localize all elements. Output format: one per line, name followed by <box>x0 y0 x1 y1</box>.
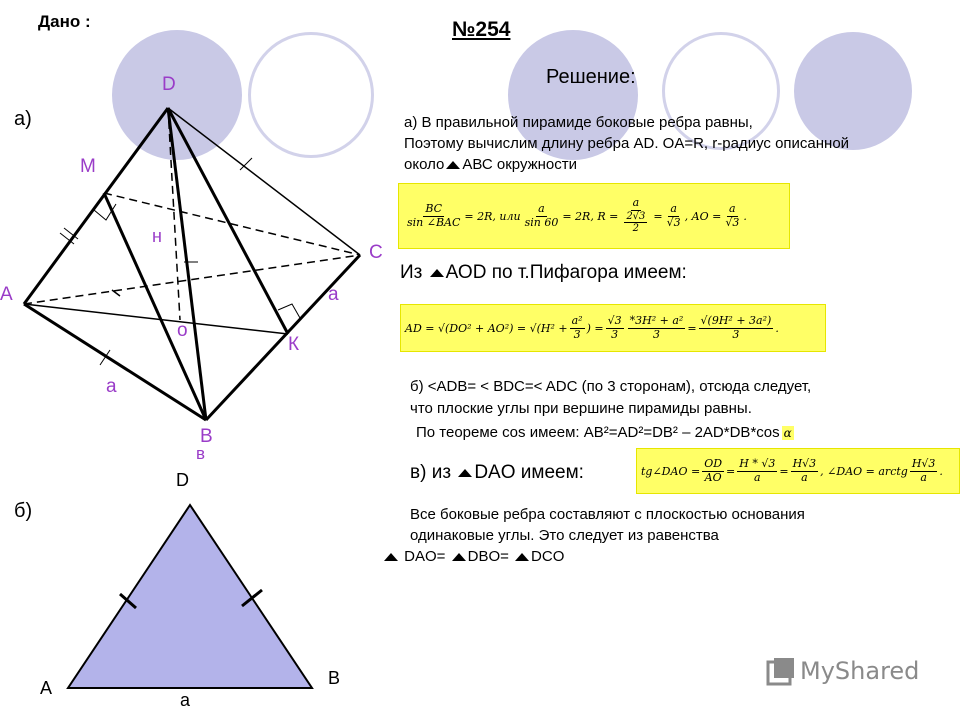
figure-b-top-label: D <box>176 470 189 490</box>
triangle-icon <box>430 269 444 277</box>
part-a-line-3-suffix: АВС окружности <box>462 156 578 173</box>
triangle-figure <box>0 0 400 720</box>
triangle-icon <box>452 553 466 561</box>
conclusion-line-2: одинаковые углы. Это следует из равенства <box>410 527 719 544</box>
equality-dao: DAO= <box>404 548 446 565</box>
triangle-face <box>68 505 312 688</box>
point-D: D <box>162 74 176 95</box>
point-B: В <box>200 426 213 447</box>
part-a-line-3-prefix: около <box>404 156 445 173</box>
part-a-line-2: Поэтому вычислим длину ребра AD. OA=R, r-радиус описанной <box>404 135 850 152</box>
solution-title: Решение: <box>546 66 636 88</box>
frac-a-sqrt3: $\frac{a}{√3}$ <box>666 201 681 229</box>
pythagoras-text: АОD по т.Пифагора имеем: <box>445 262 687 283</box>
point-M: M <box>80 156 96 177</box>
label-a-right: а <box>328 284 339 305</box>
myshared-logo-icon <box>766 656 796 686</box>
point-A: А <box>0 284 13 305</box>
frac-a-2sqrt3: $\frac{a}{\frac{2√3}{2}}$ <box>626 196 646 235</box>
conclusion-line-1: Все боковые ребра составляют с плоскостью основания <box>410 506 805 523</box>
given-label: Дано : <box>38 12 91 31</box>
triangle-icon <box>515 553 529 561</box>
part-a-line-1: а) В правильной пирамиде боковые ребра равны, <box>404 114 753 131</box>
frac-a-sin60: $\frac{a}{\sin 60}$ <box>524 201 559 229</box>
problem-number: №254 <box>452 18 511 41</box>
conclusion-line-3 <box>382 548 564 565</box>
myshared-logo-text: MyShared <box>800 657 920 685</box>
figure-b-left-label: А <box>40 678 53 698</box>
part-a-line-3 <box>404 156 577 173</box>
decor-circle-3 <box>794 32 912 150</box>
figure-b-label: б) <box>14 500 33 522</box>
part-v-prefix: в) из <box>410 462 452 483</box>
formula-pythagoras: AD = √(DO² + AO²) = √(H² + $\frac{\text{a²}}{3}$ ) = $\frac{√3}{3}$ $\frac{\text{*3H² + a²}}{3}$ = $\frac{\text{√(9H² + 3a²)}}{3}$ . <box>400 304 826 352</box>
part-v-line <box>410 462 584 484</box>
label-a-left: а <box>106 376 117 397</box>
figure-b-bottom-label: а <box>180 690 191 710</box>
point-C: С <box>369 242 383 263</box>
formula-circumradius: $\frac{BC}{\text{sin ∠BAC}}$ = 2R, или $\frac{a}{\sin 60}$ = 2R, R = $\frac{a}{\frac{2√3}{2}}$ = $\frac{a}{√3}$ , AO = $\frac{a}{√3}$ . <box>398 183 790 249</box>
frac-bc-sin: $\frac{BC}{\text{sin ∠BAC}}$ <box>407 201 461 229</box>
equality-dco: DCO <box>531 548 565 565</box>
pythagoras-line <box>400 262 687 284</box>
point-H: н <box>152 226 162 246</box>
myshared-logo <box>766 656 919 686</box>
equality-dbo: DBO= <box>467 548 509 565</box>
triangle-icon <box>446 161 460 169</box>
part-b-line-3 <box>416 424 794 441</box>
alpha-symbol: α <box>783 426 792 440</box>
pythagoras-prefix: Из <box>400 262 423 283</box>
figure-b-right-label: В <box>328 668 341 688</box>
part-v-text: DAO имеем: <box>474 462 584 483</box>
formula-tangent: tg∠DAO = $\frac{OD}{AO}$ = $\frac{H * √3}{a}$ = $\frac{H√3}{a}$ , ∠DAO = arctg $\frac{H√3}{a}$ . <box>636 448 960 494</box>
part-b-line-1: б) <ADB= < BDC=< ADC (по 3 сторонам), отсюда следует, <box>410 378 812 395</box>
figure-a-label: а) <box>14 108 32 130</box>
part-b-line-2: что плоские углы при вершине пирамиды равны. <box>410 400 752 417</box>
point-O: о <box>177 320 188 341</box>
label-b: в <box>196 444 206 463</box>
decor-ring-2 <box>662 32 780 150</box>
frac-a-sqrt3-ao: $\frac{a}{√3}$ <box>725 201 740 229</box>
point-K: К <box>288 334 300 355</box>
cos-theorem-text: По теореме cos имеем: AB²=AD²=DB² – 2AD*DB*cos <box>416 424 780 441</box>
triangle-icon <box>384 553 398 561</box>
triangle-icon <box>458 469 472 477</box>
